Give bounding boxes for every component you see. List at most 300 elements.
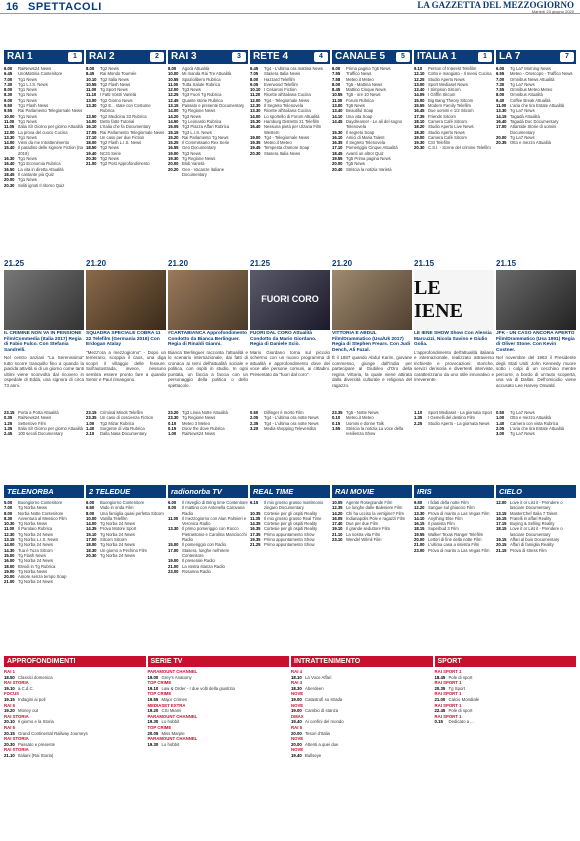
program-title: Rai Parlamento Telegiornale News (18, 108, 83, 114)
category-network: PARAMOUNT CHANNEL (147, 736, 198, 742)
program-time: 17.35 (250, 531, 261, 537)
feature-title: IL CRIMINE NON VA IN PENSIONE Film/Commedia (Italia 2017) Regia di Fabio Fulco. Con Stefania Sandrelli. (4, 331, 82, 353)
category-header: INTRATTENIMENTO (291, 656, 433, 667)
program-title: Un caso di coscienza Fiction (100, 415, 154, 421)
program-time: 1.35 (414, 415, 423, 421)
program-title: Tg Norba News (18, 521, 48, 527)
page-number: 16 (6, 1, 19, 13)
category-network: NOVE (291, 702, 304, 708)
category-network: RAI 5 (291, 724, 302, 730)
program-title: Catastrofi su strada (305, 696, 343, 702)
category-network: RAI SPORT 1 (434, 669, 462, 674)
program-row (168, 516, 248, 527)
program-time: 20.00 (332, 161, 343, 167)
program-title: Geo - Vacanze italiane Documentary (182, 166, 225, 177)
feature-body: È il 1887 quando Abdul Karim, giovane commesso, giunge dall'India per partecipare al Giubileo d'Oro della regina Vittoria, la quale viene attirata dalla diversità culturale e religiosa del ragazzo. (332, 355, 412, 388)
category-network: PARAMOUNT CHANNEL (147, 669, 198, 674)
program-title: NCIS Serie (100, 150, 121, 156)
program-time: 13.30 (414, 510, 425, 516)
program-time: 20.15 (4, 730, 15, 736)
program-title: Tg2 Giorno News (100, 97, 133, 103)
program-title: Stasera Italia News (264, 150, 301, 156)
program-time: 18.00 (4, 563, 15, 569)
program-time: 19.00 (414, 134, 425, 140)
program-title: Settenove Film (18, 420, 46, 426)
program-time: 11.00 (4, 118, 15, 124)
program-title: Porta a Porta Attualità (18, 410, 59, 415)
program-title: Mattino Cinque News (346, 87, 386, 93)
program-time: 14.00 (168, 108, 179, 114)
feature-body: Bianca Berlinguer racconta l'attualità e lo scenario internazionale, dai fatti di cronaca ai temi dell'attualità sociale e politica, con ospiti in studio. In ogni puntata, un faccia a faccia con un personaggio della politica o dello spettacolo. (168, 349, 248, 388)
program-time: 7.55 (332, 71, 341, 77)
program-row (414, 421, 494, 426)
feature-time: 21.15 (414, 259, 435, 268)
program-title: Un caso per due Fiction (100, 134, 145, 140)
channel-name: ITALIA 1 (417, 51, 457, 62)
program-time: 14.00 (86, 118, 97, 124)
category-network: RAI STORIA (4, 736, 29, 742)
program-title: Tempesta d'amore Soap (264, 145, 310, 151)
program-time: 22.45 (434, 708, 446, 714)
program-title: Cortesie per gli ospiti Reality (264, 510, 318, 516)
feature-time: 21.20 (168, 259, 189, 268)
category-column (148, 669, 290, 759)
channel-header (250, 50, 330, 64)
category-network: RAI STORIA (4, 713, 29, 719)
program-time: 9.00 (4, 97, 13, 103)
program-title: Person of Interest Telefilm (428, 66, 477, 71)
program-title: Passato e presente (18, 741, 56, 747)
program-title: Tg4 - L'ultima ora mattina News (264, 66, 323, 71)
program-title: Superbud 3 Film (428, 526, 459, 532)
late-channel-schedule (414, 410, 494, 436)
program-title: Dillinger è morto Film (264, 410, 304, 415)
program-title: Quante storie Rubrica (182, 97, 223, 103)
program-title: Indianapolis Pole e ragazzi Film (346, 515, 406, 521)
program-time: 6.00 (4, 66, 13, 71)
program-time: 19.10 (332, 526, 343, 532)
local-channel-bar (4, 485, 576, 498)
program-time: 14.05 (414, 92, 425, 98)
program-time: 9.10 (414, 66, 423, 71)
channel-name: RAI 1 (7, 51, 33, 62)
program-title: Blob Varietà (182, 161, 205, 167)
feature-time-bar (4, 259, 576, 268)
program-title: Tg3 Fuori Tg Rubrica (182, 92, 222, 98)
program-title: I fidati della notte Film (428, 500, 469, 505)
program-time: 7.30 (496, 81, 505, 87)
program-title: I Cesaroni Fiction (264, 87, 297, 93)
program-title: I Simpson Sitcom (428, 87, 461, 93)
program-title: Meteo 3 Meteo (182, 420, 210, 426)
program-time: 12.00 (250, 97, 261, 103)
program-title: Due per due Film (346, 521, 379, 527)
program-title: Major Crimes (161, 696, 188, 702)
program-row (86, 103, 166, 114)
program-title: Agorà Attualità (182, 66, 210, 71)
program-title: Omnibus Attualità (510, 92, 543, 98)
program-title: Coffee Break Attualità (510, 97, 551, 103)
program-title: Tg Norba 24 News (100, 542, 135, 548)
program-title: Tg4 - L'ultima ora notte News (264, 420, 319, 426)
program-row (496, 500, 576, 511)
program-title: Lettori di fine della notte Film (428, 537, 482, 543)
program-time: 19.20 (147, 708, 159, 714)
program-title: Tg1 News (18, 92, 37, 98)
program-time: 11.00 (168, 515, 179, 521)
program-time: 17.35 (414, 113, 425, 119)
program-title: La nostra vita Film (346, 531, 381, 537)
program-time: 19.00 (168, 558, 179, 564)
program-time: 20.30 (86, 156, 97, 162)
program-time: 6.00 (168, 500, 177, 505)
program-title: Affari di famiglia Reality (510, 542, 554, 548)
category-network: RAI 5 (4, 724, 15, 730)
program-title: Tg Norba 24 News (100, 531, 135, 537)
program-time: 9.55 (4, 108, 13, 114)
feature-card (250, 331, 330, 388)
channel-name: CANALE 5 (335, 51, 386, 62)
program-time: 17.10 (332, 145, 343, 151)
program-time: 13.00 (414, 81, 425, 87)
category-header: SERIE TV (148, 656, 290, 667)
program-row (435, 719, 577, 725)
program-title: Tg3 L.I.S. News (182, 129, 212, 135)
program-title: Tagadà Doc Documentary (510, 118, 559, 124)
program-time: 11.05 (4, 124, 15, 130)
program-time: 20.00 (414, 537, 425, 543)
program-time: 1.40 (86, 425, 95, 431)
program-title: Camera con vista Rubrica (510, 420, 559, 426)
program-time: 0.50 (250, 410, 259, 415)
program-time: 16.15 (414, 521, 425, 527)
program-time: 23.35 (332, 410, 343, 415)
program-title: L'aria che tira Estate Attualità (510, 425, 565, 431)
program-title: Stasera Italia News (264, 71, 301, 77)
program-title: Stasera, lunghe nell'etere Contenitore (182, 547, 230, 558)
program-time: 1.00 (86, 420, 95, 426)
program-title: Beautiful Soap (346, 108, 374, 114)
program-time: 19.00 (291, 708, 302, 714)
program-time: 7.00 (496, 76, 505, 82)
program-title: Daydreamer - Le ali del sogno Telenovela (346, 118, 403, 130)
program-title: Italia Sì! Giorno per giorno Attualità (18, 425, 83, 431)
program-row (496, 526, 576, 537)
program-title: I Gemelli del destino Film (428, 415, 476, 421)
program-title: Tg Sport (448, 685, 465, 691)
program-title: Hamburg Distretto 21 Telefilm (264, 118, 320, 124)
category-network: DMAX (291, 713, 304, 719)
program-time: 19.55 (414, 531, 425, 537)
program-title: Tg2 Flash News (100, 81, 131, 87)
program-time: 10.10 (250, 87, 261, 93)
channel-logo: 3 (232, 52, 246, 62)
program-title: Tg4 - Telegiornale News (264, 134, 310, 140)
program-time: 9.50 (414, 500, 423, 505)
program-time: 18.15 (414, 526, 425, 532)
program-title: Il pianista Film (428, 521, 455, 527)
program-time: 19.40 (291, 719, 302, 725)
program-row (332, 537, 412, 542)
program-time: 10.55 (86, 81, 97, 87)
program-title: Tg5 - Mattina News (346, 81, 383, 87)
program-row (86, 161, 166, 166)
program-title: CSI Telefilm (428, 140, 451, 146)
program-title: Passato e presente Documentary (182, 103, 245, 109)
program-time: 19.00 (147, 674, 159, 680)
program-time: 1.55 (332, 425, 341, 431)
program-title: La prova del cuoco Cucina (18, 129, 68, 135)
program-title: Tg2 News (100, 145, 119, 151)
program-time: 10.55 (332, 92, 343, 98)
program-time: 13.30 (250, 108, 261, 114)
feature-image (86, 270, 166, 330)
program-title: Sport Mediaset News (428, 81, 468, 87)
program-title: Wendel Wilmil Film (346, 537, 382, 543)
program-title: Tg1 News (18, 113, 37, 119)
program-time: 19.00 (4, 568, 15, 574)
image-caption: LE IENE (414, 277, 463, 322)
program-title: Vado in onda Film (100, 505, 134, 511)
program-time: 13.00 (332, 103, 343, 109)
program-title: L'ultima casa a sinistra Film (428, 542, 480, 548)
category-network: RAI SPORT 1 (434, 713, 462, 719)
program-time: 23.20 (168, 410, 179, 415)
local-channel-schedule (250, 500, 330, 585)
local-channel-header: CIELO (496, 485, 576, 498)
program-time: 9.40 (496, 97, 505, 103)
program-title: Tg Norba 24 News (18, 531, 53, 537)
program-time: 8.00 (4, 87, 13, 93)
program-row (4, 753, 146, 759)
feature-card (86, 331, 166, 388)
program-title: Studio Aperto News (428, 129, 465, 135)
channel-name: RAI 2 (89, 51, 115, 62)
program-title: Tg3 News (182, 87, 201, 93)
local-channel-schedule (496, 500, 576, 585)
program-title: Bullseye (305, 752, 322, 758)
program-title: Il mezzogiorno con Alan Palmieri e Veronica Radio (182, 515, 247, 527)
program-title: Lo sportello di Forum Attualità (264, 113, 320, 119)
program-title: Tg1 News (18, 87, 37, 93)
feature-image (414, 270, 494, 330)
program-title: Tg Regione News (182, 415, 216, 421)
program-time: 12.00 (496, 500, 507, 505)
program-title: Soliti ignoti Il ritorno Quiz (18, 182, 65, 188)
program-title: Tg2 News (100, 156, 119, 162)
program-title: Tg3 News (182, 113, 201, 119)
program-row (4, 145, 84, 156)
program-time: 20.30 (86, 552, 97, 558)
program-time: 12.30 (4, 531, 15, 537)
category-bar (4, 656, 576, 667)
program-time: 17.40 (332, 521, 343, 527)
program-time: 23.10 (332, 537, 343, 543)
program-time: 18.20 (414, 124, 425, 130)
program-time: 21.25 (250, 542, 261, 548)
program-title: Tg4 - L'ultima ora notte News (264, 415, 319, 421)
program-time: 0.15 (168, 425, 177, 431)
program-row (496, 124, 576, 135)
program-title: Il risveglio di Bring time Contenitore (182, 500, 248, 505)
category-header: SPORT (435, 656, 577, 667)
program-time: 3.00 (496, 431, 505, 437)
program-title: Tg Flash News (18, 552, 46, 558)
program-title: Tg Leonardo Rubrica (182, 118, 222, 124)
program-time: 13.00 (86, 97, 97, 103)
program-title: Aberdeen (305, 685, 324, 691)
channel-schedule (4, 66, 84, 188)
program-time: 18.10 (291, 674, 302, 680)
program-title: Sport Mediaset - La giornata Sport (428, 410, 493, 415)
feature-body: L'approfondimento dell'attualità italiana e internazionale, realizzato attraverso inchieste e provocazioni: storiche, servizi derisoria e divertenti interviste, caratterizzano da uno stile innovativo e irreverente. (414, 349, 494, 382)
program-title: Everwood Telefilm (264, 81, 298, 87)
program-time: 20.30 (250, 150, 261, 156)
program-time: 2.35 (250, 420, 259, 426)
program-title: Tagadà Attualità (510, 113, 540, 119)
program-title: Detto fatto Tutorial (100, 118, 135, 124)
program-title: Tg La7 News (510, 108, 535, 114)
program-title: Friends Sitcom (428, 113, 456, 119)
program-title: Tg1 News (18, 97, 37, 103)
channel-logo: 1 (68, 52, 82, 62)
program-time: 16.30 (4, 156, 15, 162)
program-time: 14.20 (168, 113, 179, 119)
program-time: 7.00 (4, 505, 13, 511)
program-title: Omnibus Meteo Meteo (510, 87, 553, 93)
program-title: Walker Texas Ranger Telefilm (428, 531, 484, 537)
program-time: 17.10 (86, 134, 97, 140)
program-title: Tg La7 News (510, 410, 535, 415)
program-title: Tg4 - Telegiornale News (264, 97, 310, 103)
channel-logo: 1 (478, 52, 492, 62)
program-time: 15.00 (168, 542, 179, 548)
program-time: 19.10 (147, 685, 159, 691)
program-time: 19.00 (250, 134, 261, 140)
program-title: Avanti un altro! Quiz (346, 150, 384, 156)
program-time: 18.30 (291, 685, 302, 691)
program-title: Buongiorno Contenitore (100, 500, 145, 505)
program-title: Fratelli in affari Reality (510, 515, 552, 521)
program-title: Sangue sul ghiaccio Film (428, 505, 475, 511)
program-row (168, 569, 248, 574)
program-title: Tua è Tuza Sitcom (18, 547, 53, 553)
program-time: 1.35 (4, 425, 13, 431)
program-title: L'aria che tira Estate Attualità (510, 103, 565, 109)
late-channel-schedule (332, 410, 412, 436)
program-title: Primo appuntamento Show (264, 542, 315, 548)
program-title: Anything Else Film (428, 515, 463, 521)
feature-body: Nel novembre del 1963 il Presidente degli Stati Uniti John Kennedy muore sotto i colpi di un cecchino mentre percorre, a bordo di un'auto scoperta, una via di Dallas. Dell'omicidio viene accusato Lee Harvey Oswald. (496, 355, 576, 388)
program-title: Tg1 Economia Rubrica (18, 161, 61, 167)
program-time: 14.35 (250, 521, 261, 527)
program-time: 8.00 (4, 510, 13, 516)
program-time: 21.00 (86, 161, 97, 167)
program-title: I Fatti Vostri Varietà (100, 92, 137, 98)
program-title: Grey's Anatomy (161, 674, 192, 680)
program-time: 18.45 (4, 171, 15, 177)
category-network: RAI STORIA (4, 680, 29, 686)
program-row (250, 124, 330, 135)
program-time: 14.35 (86, 526, 97, 532)
program-title: Tg La7 Morning News (510, 66, 551, 71)
program-title: Meteo - Oroscopo - Traffico News (510, 71, 573, 77)
program-time: 13.30 (168, 526, 179, 532)
program-time: 15.30 (250, 118, 261, 124)
program-time: 21.10 (332, 531, 343, 537)
channel-name: RAI 3 (171, 51, 197, 62)
program-title: Brividi in Tg Rubrica (18, 563, 56, 569)
program-time: 12.30 (250, 103, 261, 109)
program-title: Atlantide Storie di uomini Documentary (510, 124, 557, 135)
late-schedule-grid (4, 410, 576, 436)
program-title: Cortesie per gli ospiti Reality (264, 526, 318, 532)
program-time: 19.10 (4, 685, 15, 691)
program-time: 16.00 (4, 558, 15, 564)
channel-logo: 2 (150, 52, 164, 62)
category-column (4, 669, 146, 759)
program-title: Attenti a quei due (305, 741, 339, 747)
program-title: Tg1 News (18, 156, 37, 162)
program-time: 7.30 (4, 81, 13, 87)
program-title: Buongiorno Contenitore (18, 500, 63, 505)
program-time: 13.15 (168, 103, 179, 109)
program-title: Tg Norba 24 News (18, 558, 53, 564)
program-time: 20.35 (434, 685, 446, 691)
feature-title: VITTORIA E ABDUL Film/Drammatico (Usa/Uk 2017) Regia di Stephen Frears. Con Judi Dench, Ali Fazal. (332, 331, 411, 353)
program-row (250, 426, 330, 431)
program-time: 19.30 (147, 741, 159, 747)
program-time: 20.05 (147, 730, 159, 736)
program-title: La vostra stanza Radio (182, 563, 225, 569)
channel-header (4, 50, 84, 64)
program-row (332, 119, 412, 130)
program-time: 19.55 (332, 156, 343, 162)
program-title: Tg2 Mizar Rubrica (100, 420, 135, 426)
program-title: 100 secoli Documentary (18, 431, 63, 437)
program-title: La Voce Affari (305, 674, 332, 680)
program-time: 0.50 (496, 410, 505, 415)
feature-title: LE IENE SHOW Show Con Alessia Marcuzzi, Nicola Savino e Giulio Golia. (414, 331, 492, 347)
program-title: Criminal Minds Telefilm (100, 410, 143, 415)
category-network: NOVE (291, 736, 304, 742)
program-title: Camera Café Sitcom (428, 118, 467, 124)
program-row (414, 145, 494, 150)
program-title: Ricette all'italiana Cucina (264, 108, 311, 114)
program-time: 8.00 (168, 505, 177, 511)
program-title: Otto e mezzo Attualità (510, 140, 551, 146)
program-title: Tg Regione News (182, 108, 216, 114)
program-title: RaiNews24 News (18, 66, 52, 71)
program-time: 19.00 (168, 150, 179, 156)
program-time: 20.30 (414, 145, 425, 151)
program-time: 12.20 (414, 505, 425, 511)
newspaper-date: Martedì 23 giugno 2020 (531, 9, 574, 14)
program-row (168, 526, 248, 542)
program-time: 11.00 (168, 81, 179, 87)
program-title: Norba Notte Contenitore (18, 510, 64, 516)
program-time: 16.40 (496, 118, 507, 124)
feature-title: #CARTABIANCA Approfondimento Condotto da Bianca Berlinguer. Regia di Rinaldi Gianni. (168, 331, 247, 347)
program-time: 13.30 (4, 134, 15, 140)
program-time: 6.50 (86, 505, 95, 511)
program-time: 9.05 (250, 81, 259, 87)
category-network: MEDIASET EXTRA (147, 702, 186, 708)
program-title: Sorgente di vita Rubrica (100, 425, 145, 431)
program-title: a.C.d.C. (18, 685, 34, 691)
local-channel-schedule (332, 500, 412, 585)
local-channel-schedule (414, 500, 494, 585)
